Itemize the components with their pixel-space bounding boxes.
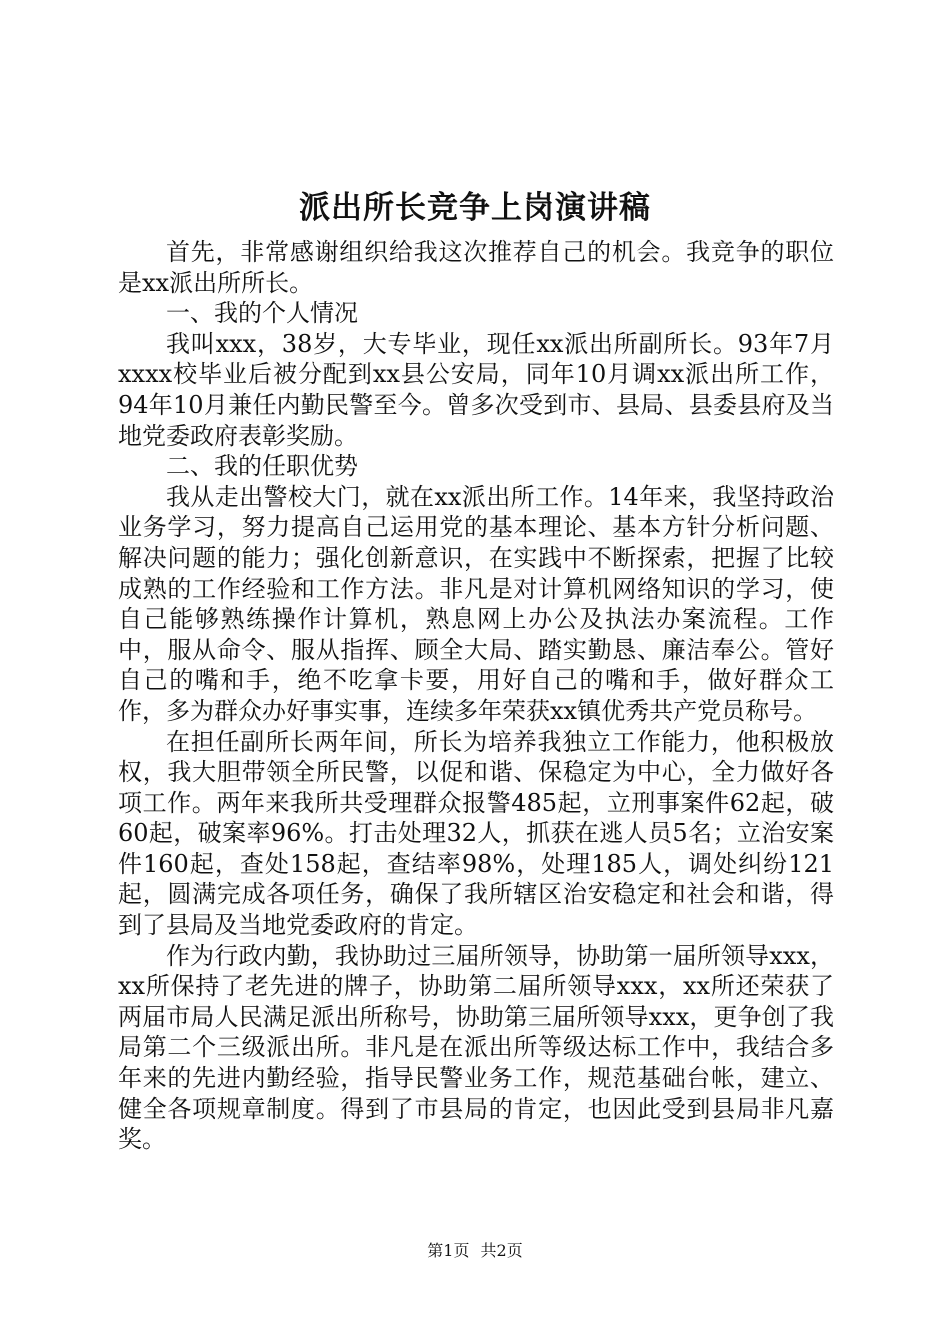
page-total: 共2页	[480, 1241, 523, 1260]
section-heading-personal: 一、我的个人情况	[166, 299, 358, 328]
document-title: 派出所长竞争上岗演讲稿	[299, 190, 651, 226]
paragraph-admin-work: 作为行政内勤，我协助过三届所领导，协助第一届所领导xxx，xx所保持了老先进的牌子，协助第二届所领导xxx，xx所还荣获了两届市局人民满足派出所称号，协助第三届所领导xxx，更争创了我局第二个三级派出所。非凡是在派出所等级达标工作中，我结合多年来的先进内勤经验，指导民警业务工作，规范基础台帐，建立、健全各项规章制度。得到了市县局的肯定，也因此受到县局非凡嘉奖。	[118, 941, 834, 1154]
paragraph-deputy-work: 在担任副所长两年间，所长为培养我独立工作能力，他积极放权，我大胆带领全所民警，以促和谐、保稳定为中心，全力做好各项工作。两年来我所共受理群众报警485起，立刑事案件62起，破60起，破案率96%。打击处理32人，抓获在逃人员5名；立治安案件160起，查处158起，查结率98%，处理185人，调处纠纷121起，圆满完成各项任务，确保了我所辖区治安稳定和社会和谐，得到了县局及当地党委政府的肯定。	[118, 727, 834, 940]
paragraph-intro: 首先，非常感谢组织给我这次推荐自己的机会。我竞争的职位是xx派出所所长。	[118, 238, 834, 297]
paragraph-personal: 我叫xxx，38岁，大专毕业，现任xx派出所副所长。93年7月xxxx校毕业后被分配到xx县公安局，同年10月调xx派出所工作，94年10月兼任内勤民警至今。曾多次受到市、县局、县委县府及当地党委政府表彰奖励。	[118, 329, 834, 450]
paragraph-advantages: 我从走出警校大门，就在xx派出所工作。14年来，我坚持政治业务学习，努力提高自己运用党的基本理论、基本方针分析问题、解决问题的能力；强化创新意识，在实践中不断探索，把握了比较成熟的工作经验和工作方法。非凡是对计算机网络知识的学习，使自己能够熟练操作计算机，熟息网上办公及执法办案流程。工作中，服从命令、服从指挥、顾全大局、踏实勤恳、廉洁奉公。管好自己的嘴和手，绝不吃拿卡要，用好自己的嘴和手，做好群众工作，多为群众办好事实事，连续多年荣获xx镇优秀共产党员称号。	[118, 482, 834, 725]
section-heading-advantages: 二、我的任职优势	[166, 452, 358, 481]
page-footer	[0, 1240, 950, 1262]
page-number: 第1页	[427, 1241, 470, 1260]
document-body	[118, 237, 834, 1155]
